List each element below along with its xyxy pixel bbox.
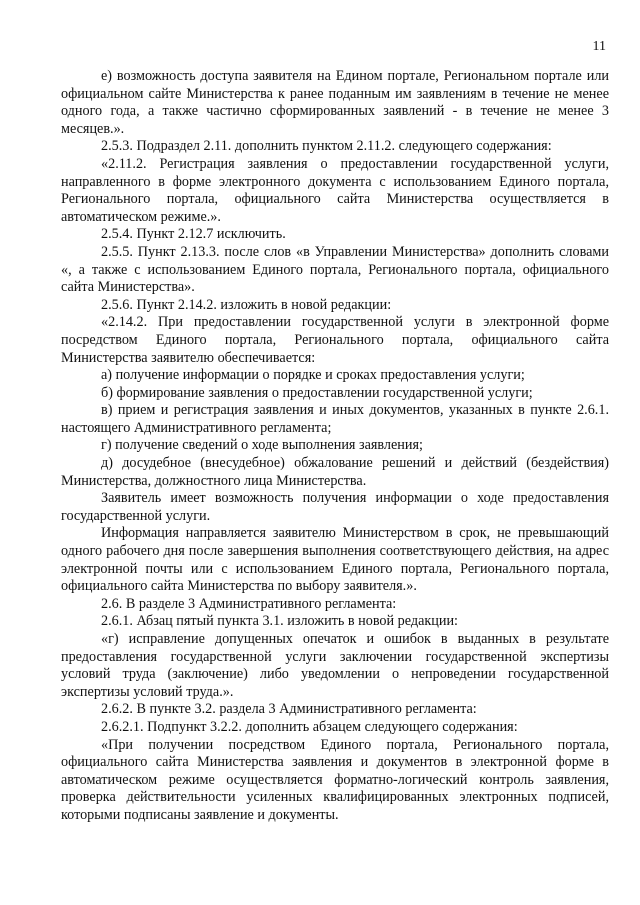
paragraph: «г) исправление допущенных опечаток и ошибок в выданных в результате предоставления государственной услуги заключении государственной экспертизы условий труда (заключение) либо уведомлении о непроведении государственной экспертизы условий труда.».	[61, 631, 609, 700]
paragraph: е) возможность доступа заявителя на Едином портале, Региональном портале или официальном сайте Министерства к ранее поданным им заявлениям в течение не менее одного года, а также частично сформированных заявлений - в течение не менее 3 месяцев.».	[61, 68, 609, 137]
paragraph: Заявитель имеет возможность получения информации о ходе предоставления государственной услуги.	[61, 490, 609, 524]
paragraph: 2.6.2. В пункте 3.2. раздела 3 Административного регламента:	[101, 701, 477, 718]
paragraph: 2.6.2.1. Подпункт 3.2.2. дополнить абзацем следующего содержания:	[101, 718, 518, 735]
paragraph: 2.6. В разделе 3 Административного регламента:	[101, 595, 397, 612]
page-number: 11	[592, 39, 606, 54]
paragraph: в) прием и регистрация заявления и иных документов, указанных в пункте 2.6.1. настоящего Административного регламента;	[61, 402, 609, 436]
paragraph: «2.11.2. Регистрация заявления о предоставлении государственной услуги, направленного в форме электронного документа с использованием Единого портала, Регионального портала, официального сайта Министерства осуществляется в автоматическом режиме.».	[61, 155, 609, 225]
paragraph: 2.5.3. Подраздел 2.11. дополнить пунктом 2.11.2. следующего содержания:	[101, 138, 552, 155]
paragraph: 2.5.6. Пункт 2.14.2. изложить в новой редакции:	[101, 296, 392, 313]
paragraph: б) формирование заявления о предоставлении государственной услуги;	[101, 384, 533, 401]
paragraph: 2.5.5. Пункт 2.13.3. после слов «в Управлении Министерства» дополнить словами «, а также с использованием Единого портала, Регионального портала, официального сайта Министерства».	[61, 243, 609, 296]
paragraph: «При получении посредством Единого портала, Регионального портала, официального сайта Министерства заявления и документов в электронной форме в автоматическом режиме осуществляется форматно-логический контроль заявления, проверка действительности усиленных квалифицированных электронных подписей, которыми подписаны заявление и документы.	[61, 736, 609, 823]
paragraph: г) получение сведений о ходе выполнения заявления;	[101, 437, 423, 454]
paragraph: 2.6.1. Абзац пятый пункта 3.1. изложить в новой редакции:	[101, 613, 459, 630]
document-body	[61, 68, 609, 825]
paragraph: д) досудебное (внесудебное) обжалование решений и действий (бездействия) Министерства, должностного лица Министерства.	[61, 455, 609, 489]
paragraph: Информация направляется заявителю Министерством в срок, не превышающий одного рабочего дня после завершения выполнения соответствующего действия, на адрес электронной почты или с использованием Единого портала, Регионального портала, официального сайта Министерства по выбору заявителя.».	[61, 525, 609, 595]
paragraph: «2.14.2. При предоставлении государственной услуги в электронной форме посредством Единого портала, Регионального портала, официального сайта Министерства заявителю обеспечивается:	[61, 314, 609, 366]
paragraph: 2.5.4. Пункт 2.12.7 исключить.	[101, 226, 286, 243]
paragraph: а) получение информации о порядке и сроках предоставления услуги;	[101, 367, 525, 384]
